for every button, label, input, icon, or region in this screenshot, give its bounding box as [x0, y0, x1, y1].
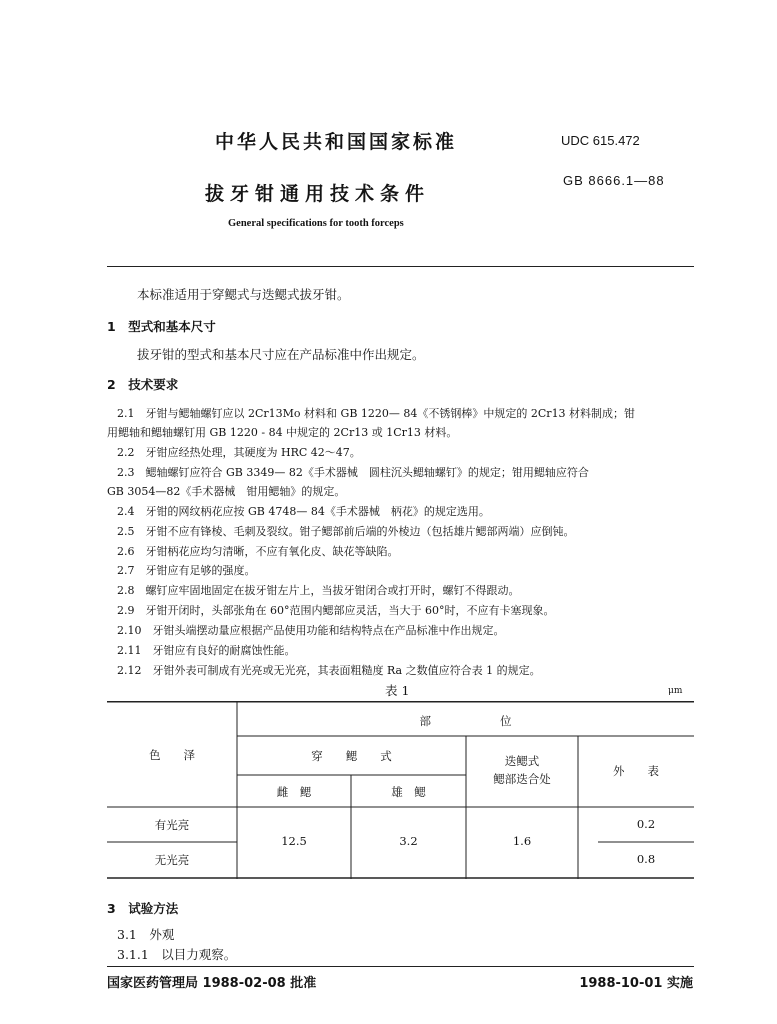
clause-2-4: 2.4 牙钳的网纹柄花应按 GB 4748— 84《手术器械 柄花》的规定选用。 — [117, 505, 490, 518]
standard-title-zh: 拔牙钳通用技术条件 — [205, 183, 431, 205]
clause-2-9: 2.9 牙钳开闭时，头部张角在 60°范围内鳃部应灵活，当大于 60°时，不应有卡塞现象。 — [117, 604, 555, 617]
clause-3-1: 3.1 外观 — [117, 927, 175, 942]
col-header-female-joint: 雌 鳃 — [276, 785, 312, 799]
effective-date: 1988-10-01 实施 — [579, 976, 693, 991]
col-header-die-line1: 迭鳃式 — [504, 754, 540, 768]
section-1-heading: 1 型式和基本尺寸 — [107, 319, 216, 334]
row-label-matte: 无光亮 — [154, 853, 190, 867]
col-header-position: 部 位 — [419, 714, 512, 728]
col-header-chuan: 穿 鳃 式 — [311, 749, 392, 763]
clause-2-8: 2.8 螺钉应牢固地固定在拔牙钳左片上，当拔牙钳闭合或打开时，螺钉不得跟动。 — [117, 584, 520, 597]
value-die-joint: 1.6 — [512, 834, 532, 848]
row-header-color: 色 泽 — [149, 748, 195, 762]
clause-2-10: 2.10 牙钳头端摆动量应根据产品使用功能和结构特点在产品标准中作出规定。 — [117, 624, 505, 637]
value-female-joint: 12.5 — [281, 834, 307, 848]
clause-2-12: 2.12 牙钳外表可制成有光亮或无光亮，其表面粗糙度 Ra 之数值应符合表 1 的规定。 — [117, 664, 541, 677]
standard-title-en: General specifications for tooth forceps — [228, 218, 404, 229]
col-header-die-line2: 鳃部迭合处 — [493, 772, 551, 786]
header-divider — [107, 266, 694, 267]
value-male-joint: 3.2 — [399, 834, 418, 848]
scope-paragraph: 本标准适用于穿鳃式与迭鳃式拔牙钳。 — [137, 287, 350, 302]
section-3-heading: 3 试验方法 — [107, 901, 179, 916]
col-header-outer: 外 表 — [613, 764, 659, 778]
value-outer-matte: 0.8 — [636, 852, 656, 866]
approval-date: 国家医药管理局 1988-02-08 批准 — [107, 976, 317, 991]
section-2-heading: 2 技术要求 — [107, 377, 179, 392]
clause-2-2: 2.2 牙钳应经热处理，其硬度为 HRC 42～47。 — [117, 446, 361, 459]
col-header-male-joint: 雄 鳃 — [391, 785, 426, 799]
value-outer-glossy: 0.2 — [636, 817, 656, 831]
clause-2-11: 2.11 牙钳应有良好的耐腐蚀性能。 — [117, 644, 296, 657]
row-label-glossy: 有光亮 — [154, 818, 190, 832]
table-caption: 表 1 — [385, 683, 410, 698]
clause-2-7: 2.7 牙钳应有足够的强度。 — [117, 564, 256, 577]
clause-2-1-line2: 用鳃轴和鳃轴螺钉用 GB 1220 - 84 中规定的 2Cr13 或 1Cr13 材料。 — [107, 426, 458, 439]
gb-number: GB 8666.1—88 — [563, 173, 665, 188]
clause-2-5: 2.5 牙钳不应有锋棱、毛刺及裂纹。钳子鳃部前后端的外棱边（包括雄片鳃部两端）应倒钝。 — [117, 525, 575, 538]
clause-3-1-1: 3.1.1 以目力观察。 — [117, 947, 237, 962]
footer-divider — [107, 966, 694, 967]
section-1-text: 拔牙钳的型式和基本尺寸应在产品标准中作出规定。 — [137, 347, 425, 362]
issuing-authority-title: 中华人民共和国国家标准 — [215, 131, 458, 153]
clause-2-3-line1: 2.3 鳃轴螺钉应符合 GB 3349— 82《手术器械 圆柱沉头鳃轴螺钉》的规定；钳用鳃轴应符合 — [117, 466, 589, 479]
udc-code: UDC 615.472 — [561, 133, 640, 148]
clause-2-1-line1: 2.1 牙钳与鳃轴螺钉应以 2Cr13Mo 材料和 GB 1220— 84《不锈钢棒》中规定的 2Cr13 材料制成；钳 — [117, 407, 636, 420]
clause-2-3-line2: GB 3054—82《手术器械 钳用鳃轴》的规定。 — [107, 485, 346, 498]
table-unit: μm — [668, 686, 683, 696]
clause-2-6: 2.6 牙钳柄花应均匀清晰，不应有氧化皮、缺花等缺陷。 — [117, 545, 399, 558]
roughness-table — [107, 701, 694, 879]
